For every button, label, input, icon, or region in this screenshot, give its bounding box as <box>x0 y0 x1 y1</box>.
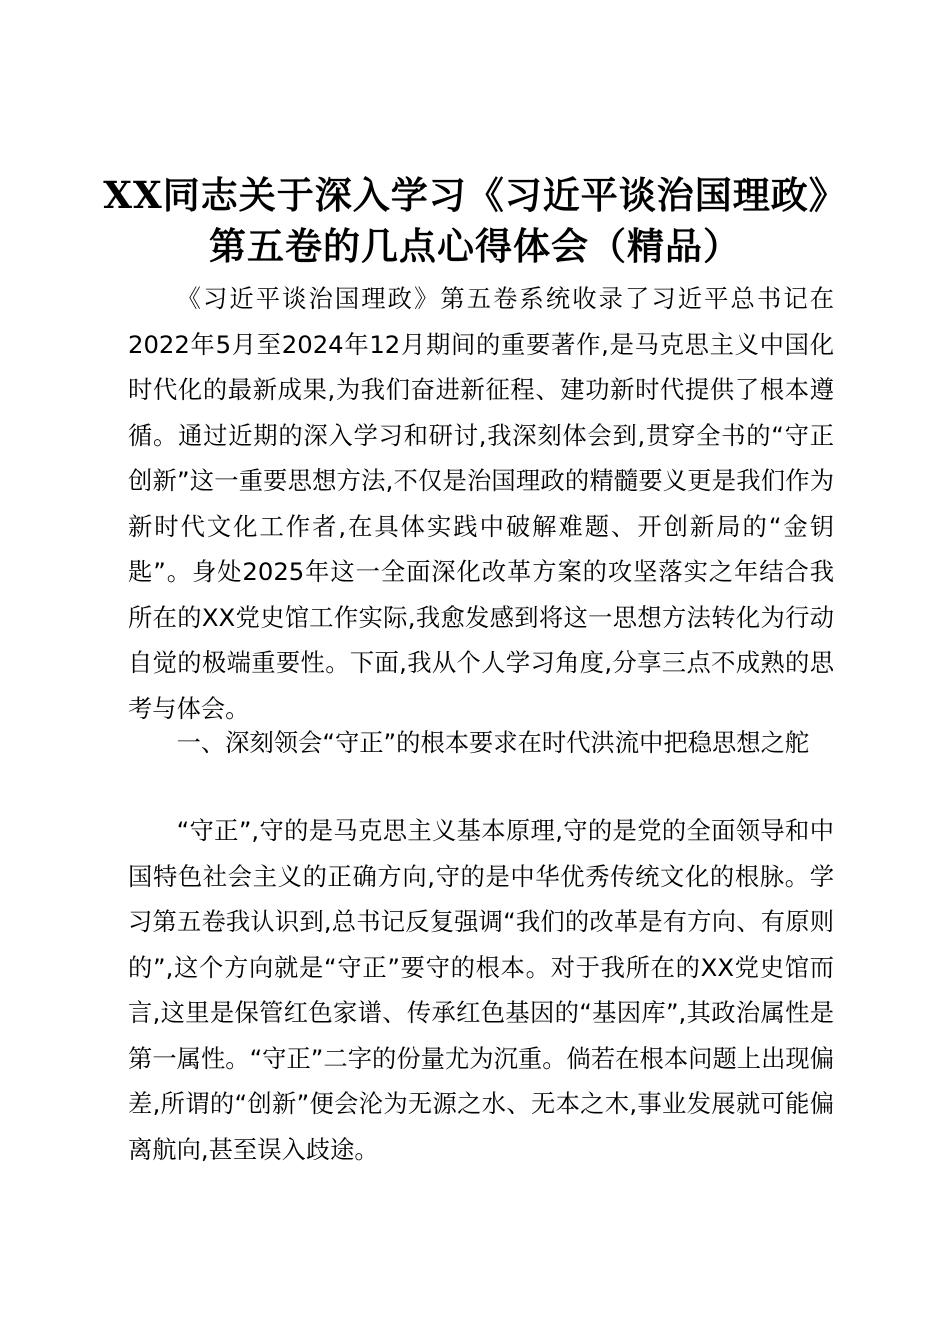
section-1-paragraph: “守正”,守的是马克思主义基本原理,守的是党的全面领导和中国特色社会主义的正确方向,守的是中华优秀传统文化的根脉。学习第五卷我认识到,总书记反复强调“我们的改革是有方向、有原则的”,这个方向就是“守正”要守的根本。对于我所在的XX党史馆而言,这里是保管红色家谱、传承红色基因的“基因库”,其政治属性是第一属性。“守正”二字的份量尤为沉重。倘若在根本问题上出现偏差,所谓的“创新”便会沦为无源之水、无本之木,事业发展就可能偏离航向,甚至误入歧途。 <box>128 816 834 1164</box>
section-heading-1: 一、深刻领会“守正”的根本要求在时代洪流中把稳思想之舵 <box>176 728 810 757</box>
intro-paragraph: 《习近平谈治国理政》第五卷系统收录了习近平总书记在2022年5月至2024年12月期间的重要著作,是马克思主义中国化时代化的最新成果,为我们奋进新征程、建功新时代提供了根本遵循。通过近期的深入学习和研讨,我深刻体会到,贯穿全书的“守正创新”这一重要思想方法,不仅是治国理政的精髓要义更是我们作为新时代文化工作者,在具体实践中破解难题、开创新局的“金钥匙”。身处2025年这一全面深化改革方案的攻坚落实之年结合我所在的XX党史馆工作实际,我愈发感到将这一思想方法转化为行动自觉的极端重要性。下面,我从个人学习角度,分享三点不成熟的思考与体会。 <box>128 284 834 723</box>
document-title: XX同志关于深入学习《习近平谈治国理政》第五卷的几点心得体会（精品） <box>103 173 847 268</box>
